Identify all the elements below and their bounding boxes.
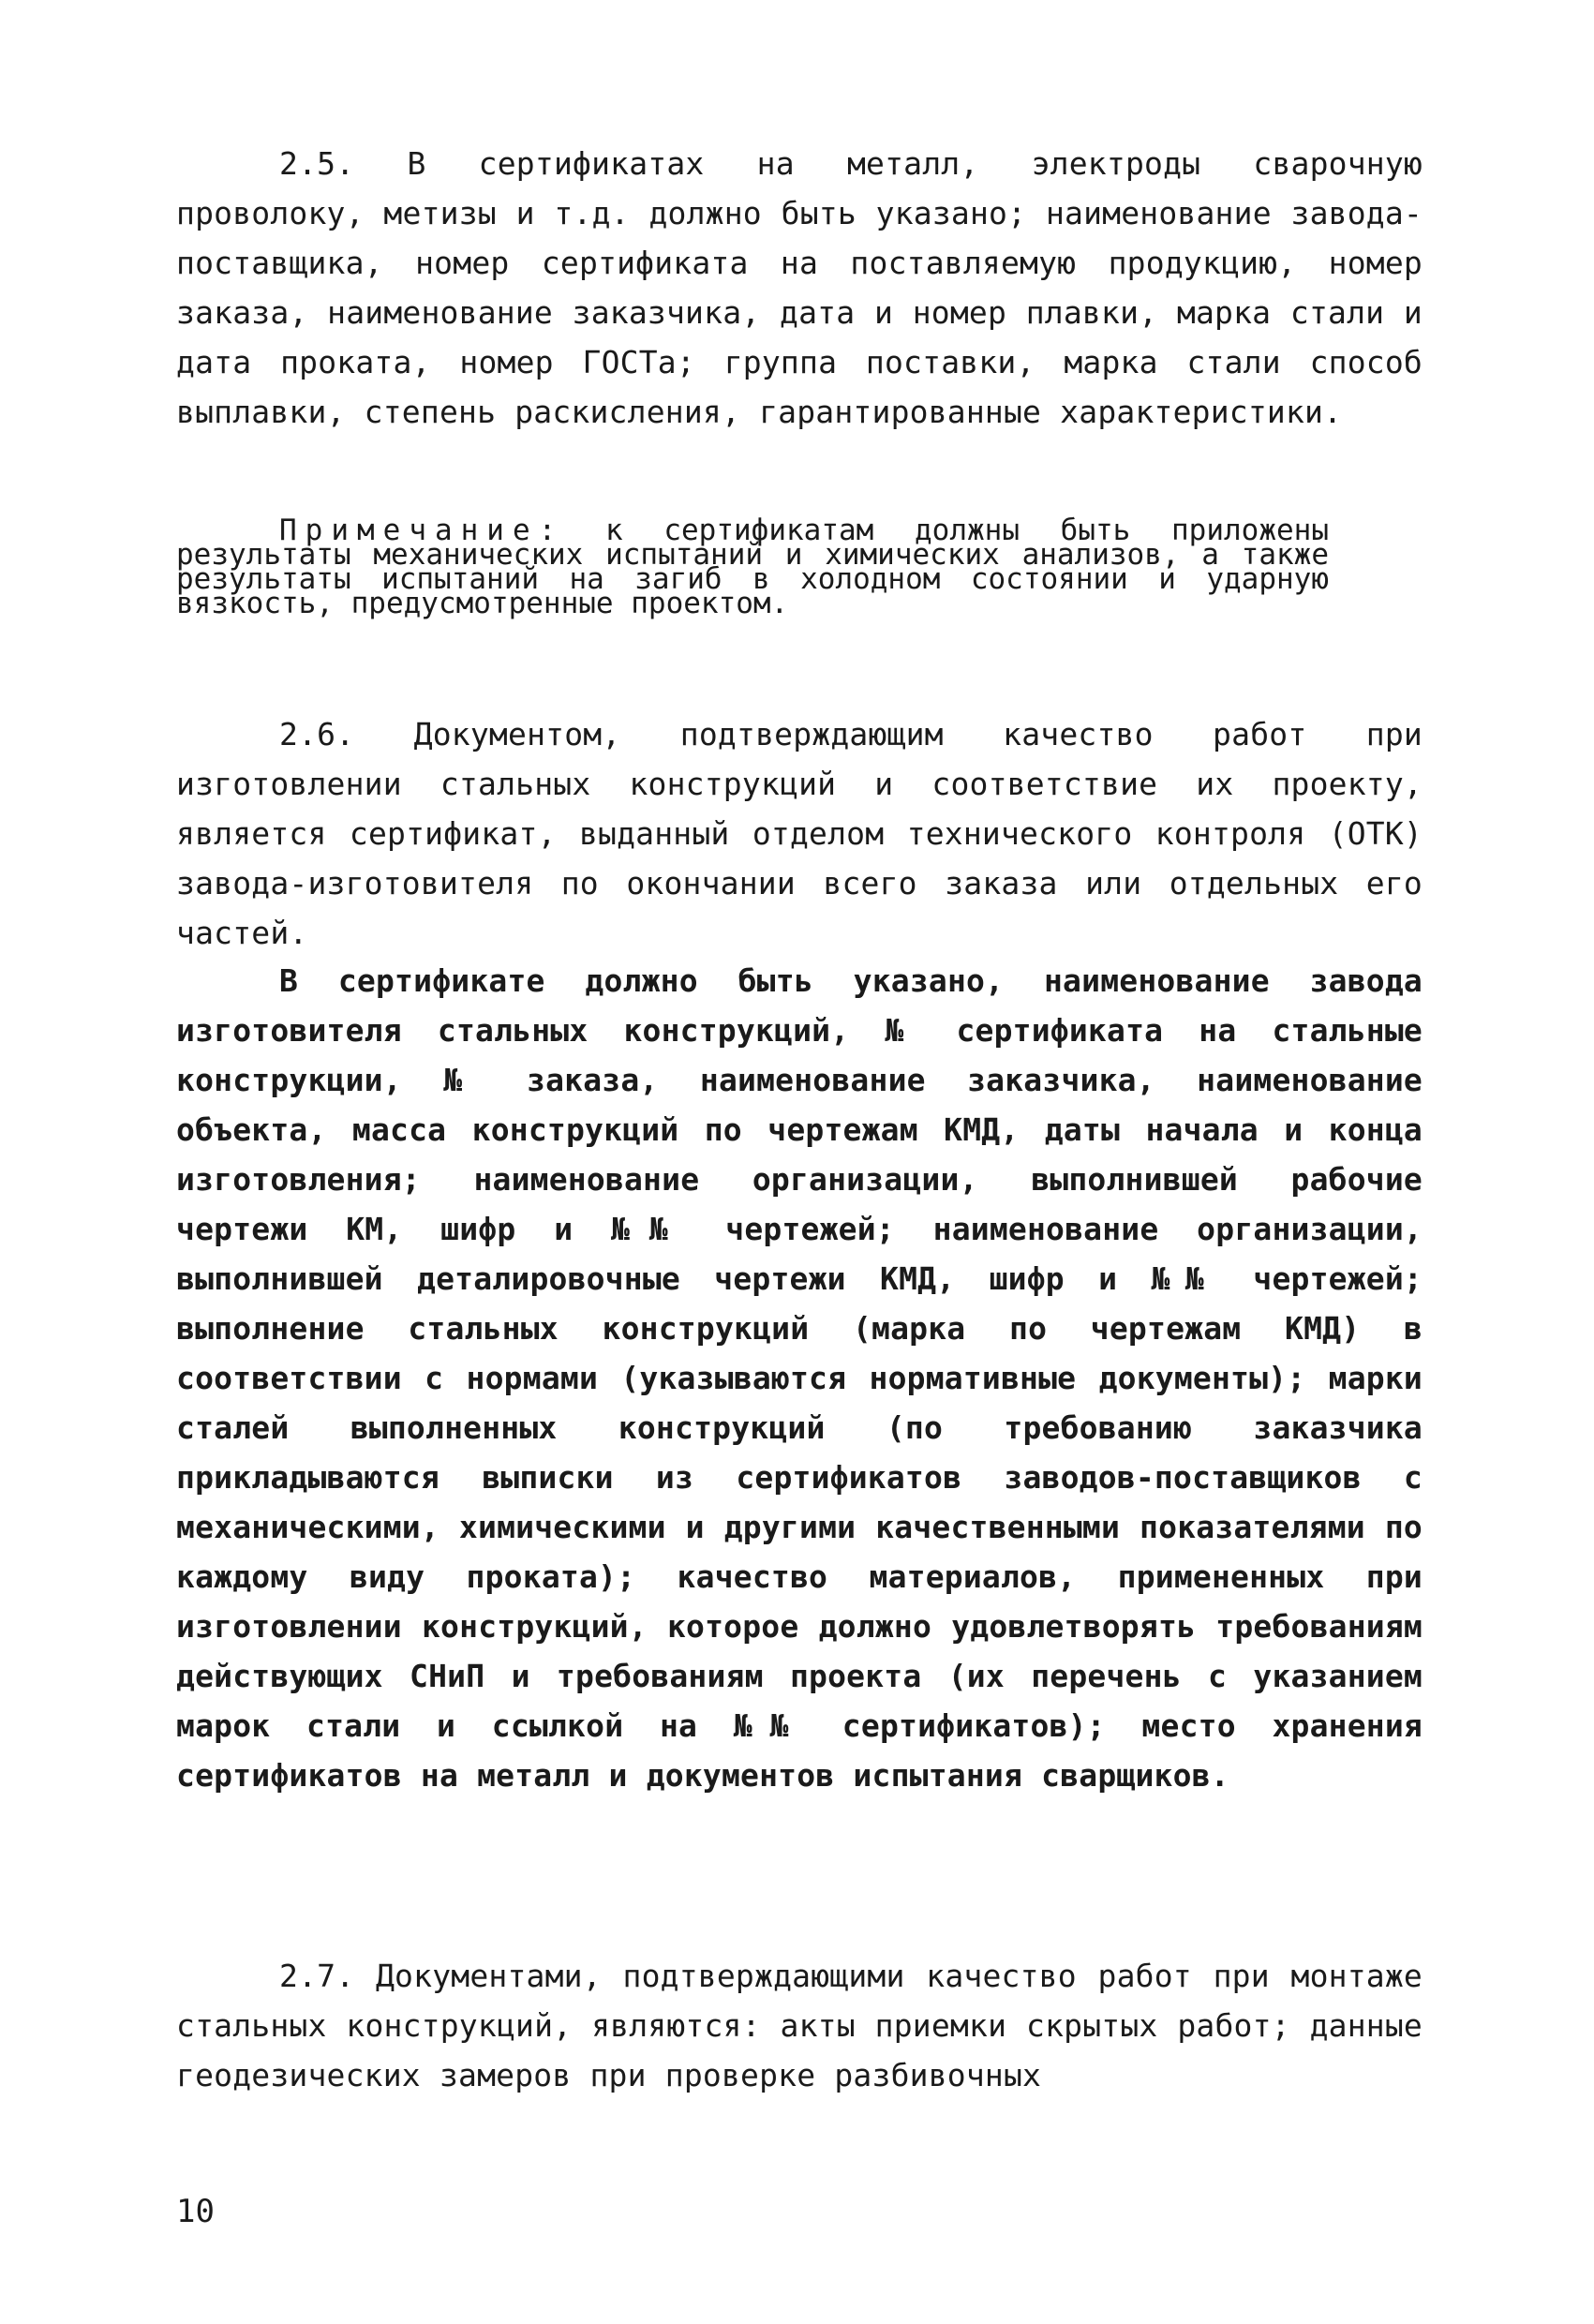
paragraph-2-6: 2.6. Документом, подтверждающим качество работ при изготовлении стальных конструкций и соответствие их проекту, является сертификат, выданный отделом технического контроля (ОТК) завода-изготовителя по окончании всего заказа или отдельных его частей. xyxy=(176,716,1423,951)
note-label: Примечание: xyxy=(279,514,565,547)
paragraph-2-7: 2.7. Документами, подтверждающими качество работ при монтаже стальных конструкций, являются: акты приемки скрытых работ; данные геодезических замеров при проверке разбивочных xyxy=(176,1958,1423,2093)
note-block xyxy=(176,514,1329,620)
page-number: 10 xyxy=(176,2193,215,2230)
paragraph-certificate-contents: В сертификате должно быть указано, наименование завода изготовителя стальных конструкций, № сертификата на стальные конструкции, № заказа, наименование заказчика, наименование объекта, масса конструкций по чертежам КМД, даты начала и конца изготовления; наименование организации, выполнившей рабочие чертежи КМ, шифр и №№ чертежей; наименование организации, выполнившей деталировочные чертежи КМД, шифр и №№ чертежей; выполнение стальных конструкций (марка по чертежам КМД) в соответствии с нормами (указываются нормативные документы); марки сталей выполненных конструкций (по требованию заказчика прикладываются выписки из сертификатов заводов-поставщиков с механическими, химическими и другими качественными показателями по каждому виду проката); качество материалов, примененных при изготовлении конструкций, которое должно удовлетворять требованиям действующих СНиП и требованиям проекта (их перечень с указанием марок стали и ссылкой на №№ сертификатов); место хранения сертификатов на металл и документов испытания сварщиков. xyxy=(176,962,1423,1794)
paragraph-2-5: 2.5. В сертификатах на металл, электроды сварочную проволоку, метизы и т.д. должно быть указано; наименование завода-поставщика, номер сертификата на поставляемую продукцию, номер заказа, наименование заказчика, дата и номер плавки, марка стали и дата проката, номер ГОСТа; группа поставки, марка стали способ выплавки, степень раскисления, гарантированные характеристики. xyxy=(176,145,1423,430)
note-text: к сертификатам должны быть приложены результаты механических испытаний и химических анализов, а также результаты испытаний на загиб в холодном состоянии и ударную вязкость, предусмотренные проектом. xyxy=(176,514,1329,620)
